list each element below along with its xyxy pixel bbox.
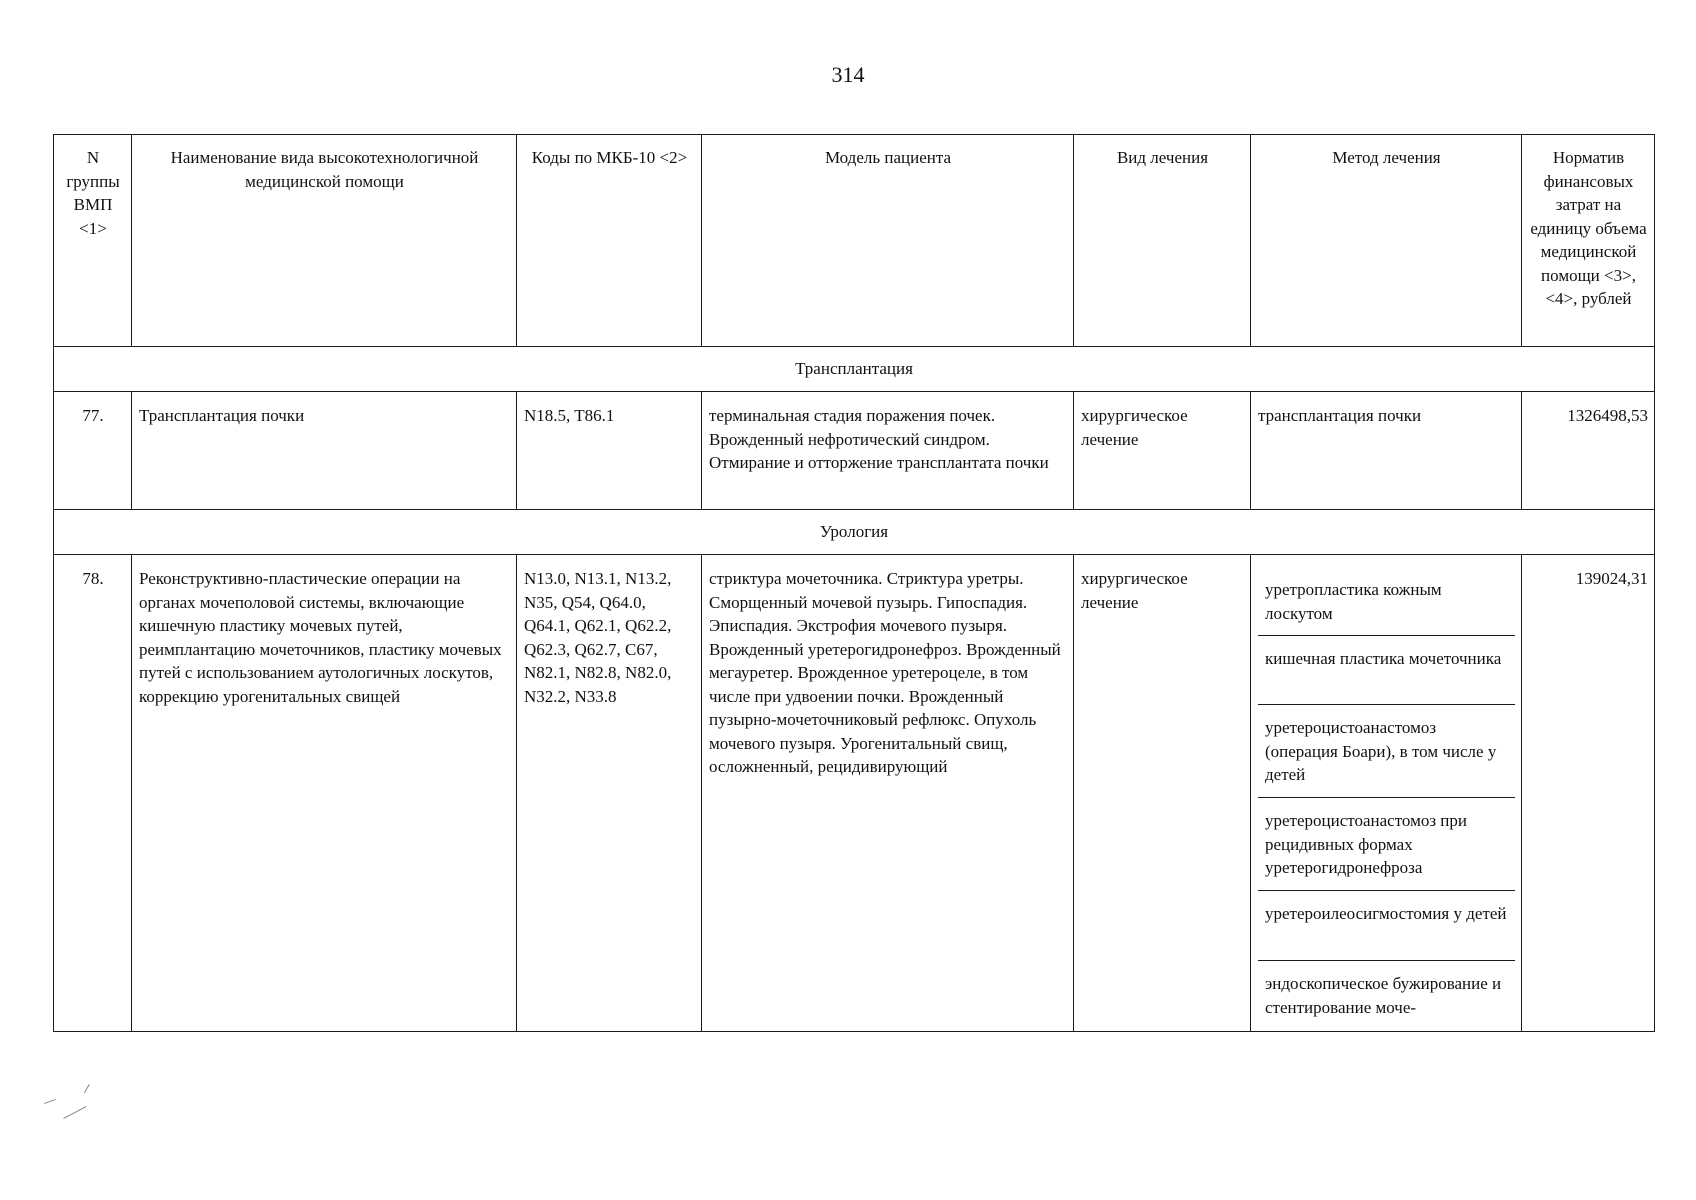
treatment-method: трансплантация почки [1251, 392, 1522, 510]
treatment-type: хирургическое лечение [1074, 392, 1251, 510]
header-treatment-method: Метод лечения [1251, 135, 1522, 347]
scan-mark [63, 1106, 87, 1119]
section-row [54, 347, 1655, 392]
treatment-method: кишечная пластика мочеточника [1258, 636, 1515, 705]
section-row [54, 510, 1655, 555]
group-number: 77. [54, 392, 132, 510]
header-patient-model: Модель пациента [702, 135, 1074, 347]
vmp-table [53, 134, 1655, 1032]
treatment-method: уретероилеосигмостомия у детей [1258, 891, 1515, 961]
care-name: Трансплантация почки [132, 392, 517, 510]
table-row [54, 392, 1655, 510]
scan-mark [84, 1084, 90, 1093]
table-row [54, 555, 1655, 1032]
treatment-method: уретероцистоанастомоз при рецидивных формах уретерогидронефроза [1258, 798, 1515, 891]
section-title-transplantation: Трансплантация [54, 347, 1655, 392]
cost-standard: 1326498,53 [1522, 392, 1655, 510]
treatment-method: уретропластика кожным лоскутом [1258, 567, 1515, 636]
group-number: 78. [54, 555, 132, 1032]
icd-codes: N18.5, T86.1 [517, 392, 702, 510]
header-cost-standard: Норматив финансовых затрат на единицу объема медицинской помощи <3>, <4>, рублей [1522, 135, 1655, 347]
treatment-type: хирургическое лечение [1074, 555, 1251, 1032]
section-title-urology: Урология [54, 510, 1655, 555]
treatment-method: уретероцистоанастомоз (операция Боари), в том числе у детей [1258, 705, 1515, 798]
page-number: 314 [831, 62, 865, 87]
header-group-number: N группы ВМП <1> [54, 135, 132, 347]
patient-model: терминальная стадия поражения почек. Врожденный нефротический синдром. Отмирание и отторжение трансплантата почки [702, 392, 1074, 510]
patient-model: стриктура мочеточника. Стриктура уретры. Сморщенный мочевой пузырь. Гипоспадия. Эписпадия. Экстрофия мочевого пузыря. Врожденный уретерогидронефроз. Врожденный мегауретер. Врожденное уретероцеле, в том числе при удвоении почки. Врожденный пузырно-мочеточниковый рефлюкс. Опухоль мочевого пузыря. Урогенитальный свищ, осложненный, рецидивирующий [702, 555, 1074, 1032]
treatment-method: эндоскопическое бужирование и стентирование моче- [1265, 974, 1502, 1017]
icd-codes: N13.0, N13.1, N13.2, N35, Q54, Q64.0, Q64.1, Q62.1, Q62.2, Q62.3, Q62.7, C67, N82.1, N82.8, N82.0, N32.2, N33.8 [517, 555, 702, 1032]
header-care-name: Наименование вида высокотехнологичной медицинской помощи [132, 135, 517, 347]
header-treatment-type: Вид лечения [1074, 135, 1251, 347]
cost-standard: 139024,31 [1522, 555, 1655, 1032]
header-icd-codes: Коды по МКБ-10 <2> [517, 135, 702, 347]
care-name: Реконструктивно-пластические операции на органах мочеполовой системы, включающие кишечную пластику мочевых путей, реимплантацию мочеточников, пластику мочевых путей с использованием аутологичных лоскутов, коррекцию урогенитальных свищей [132, 555, 517, 1032]
treatment-method-list [1251, 555, 1522, 1032]
table-header-row [54, 135, 1655, 347]
scan-mark [44, 1099, 56, 1104]
